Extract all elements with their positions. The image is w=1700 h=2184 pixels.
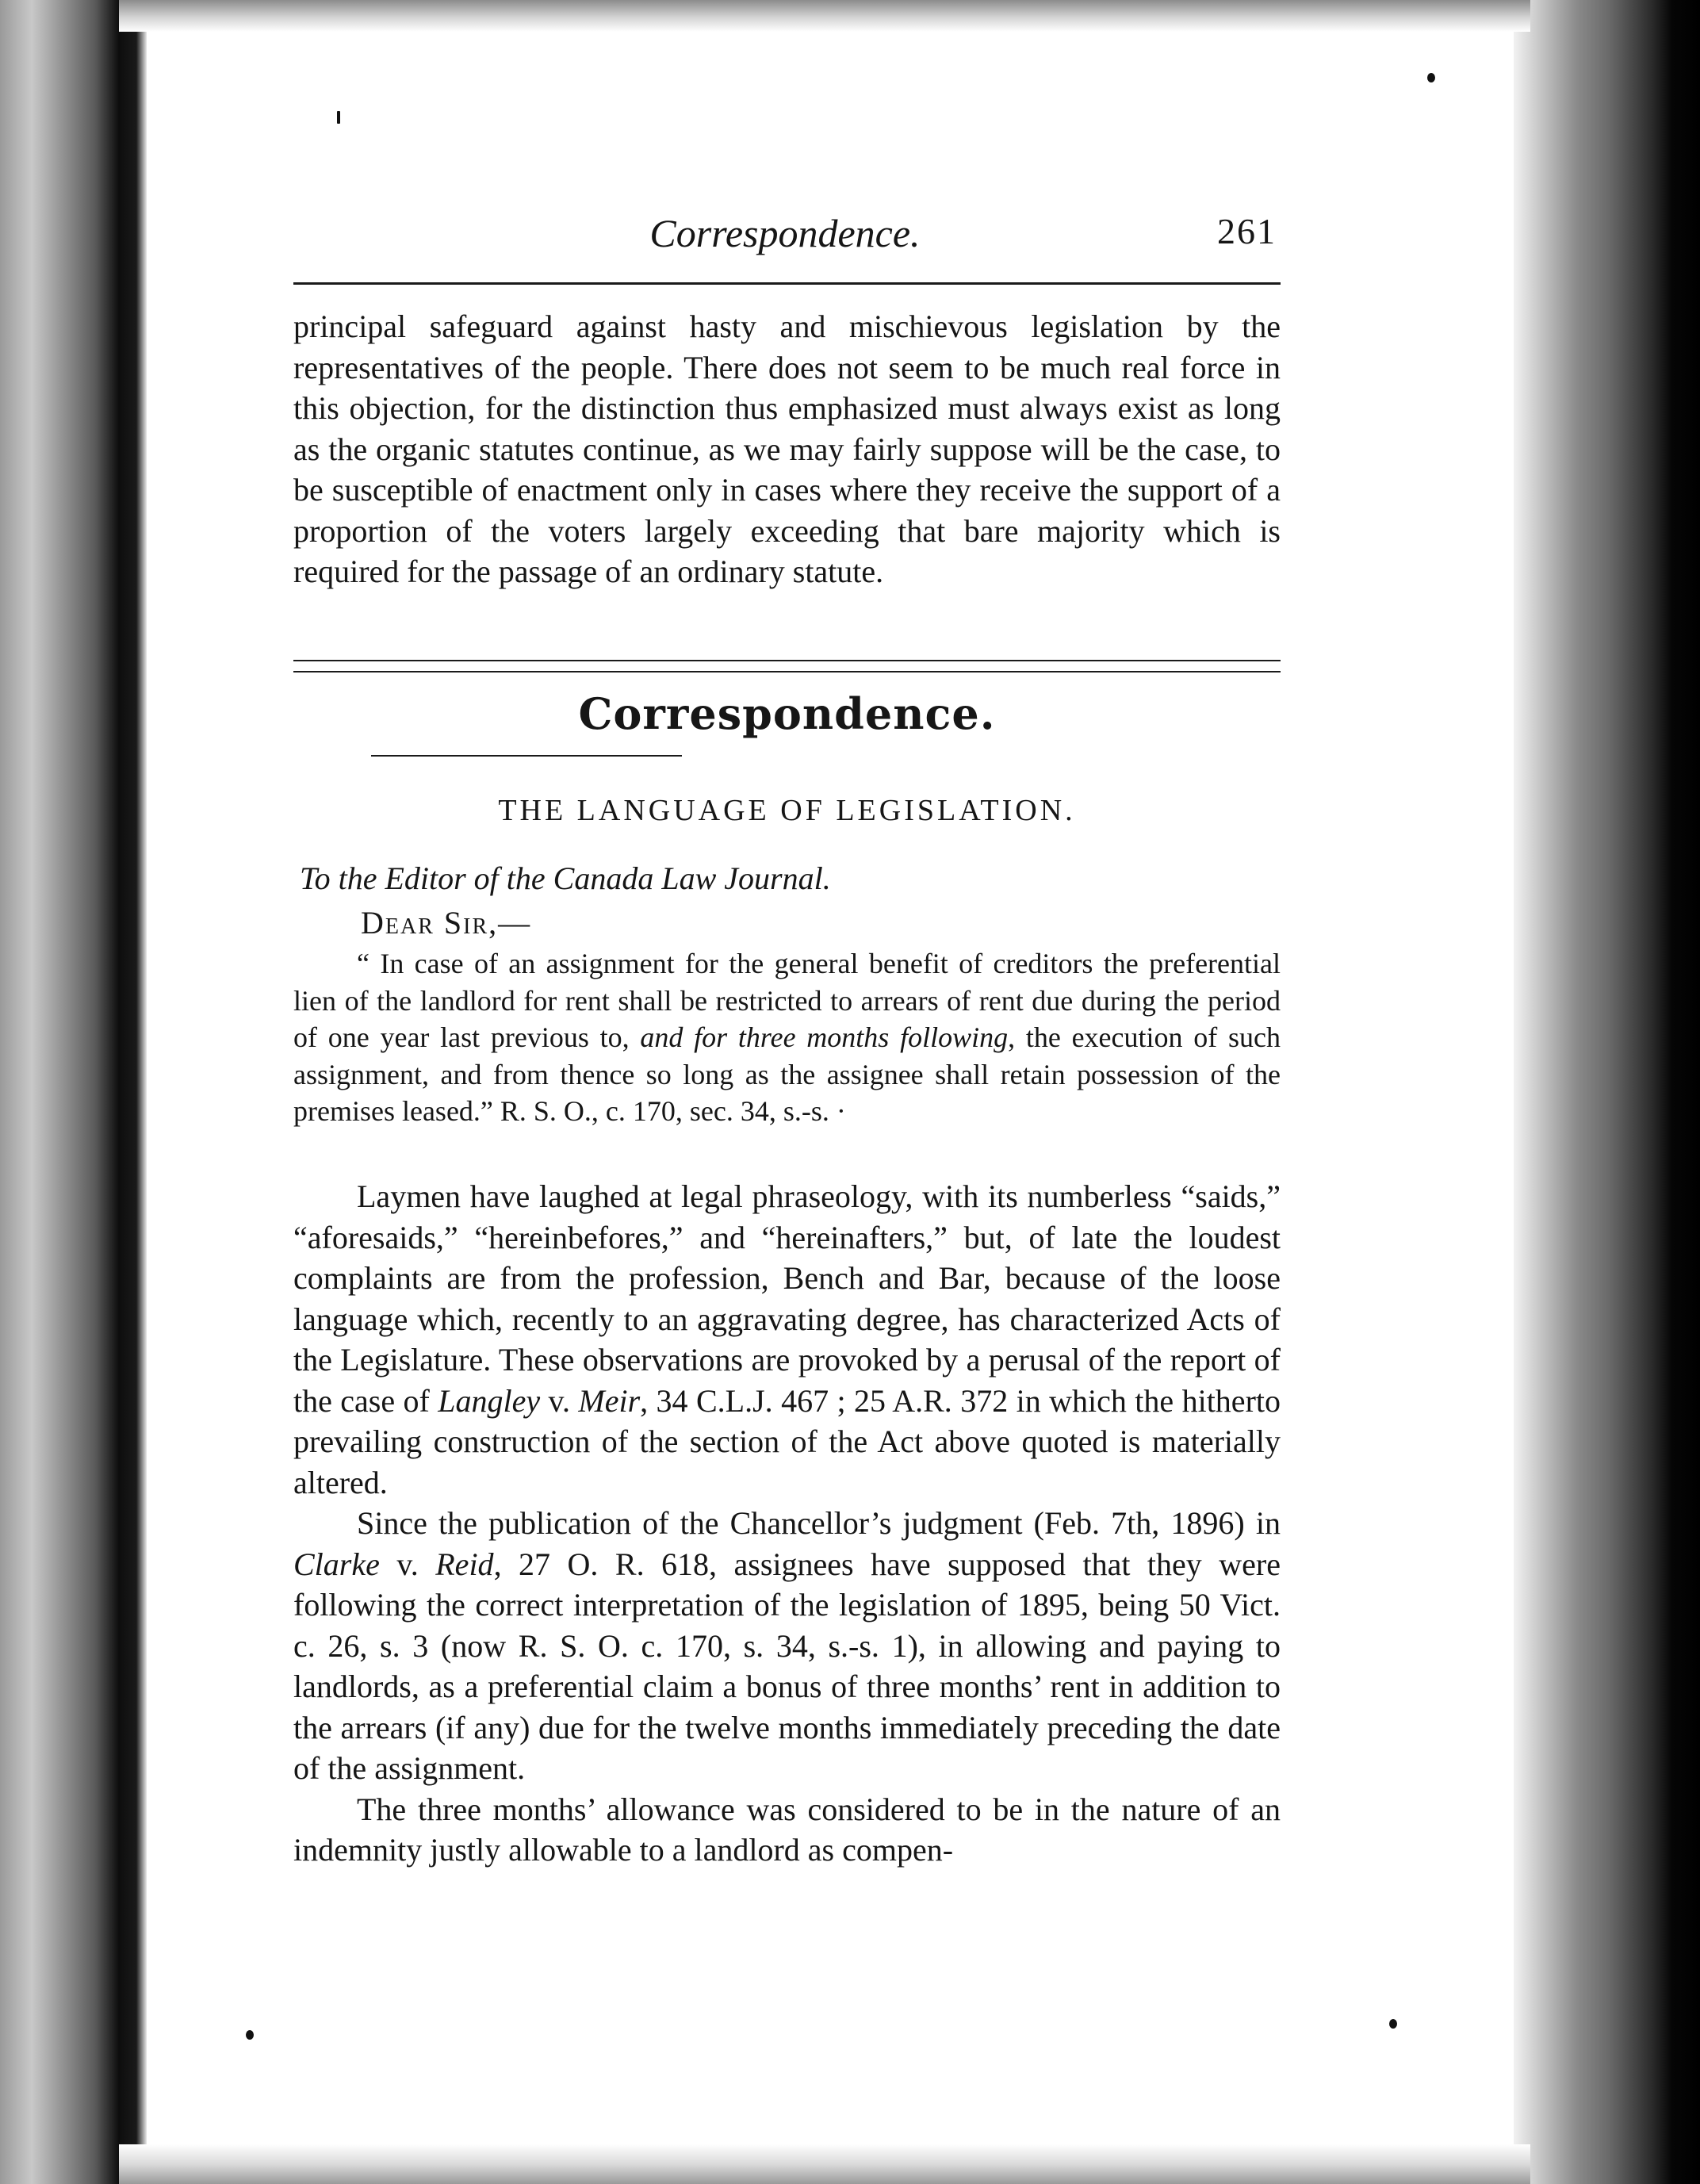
versus: v. [540,1382,579,1419]
opening-paragraph [293,306,1281,592]
letter-title: THE LANGUAGE OF LEGISLATION. [498,794,1076,827]
letter-salutation: Dear Sir,— [361,905,532,941]
quote-italic: and for three months following [640,1021,1009,1053]
running-head [293,210,1277,266]
opening-paragraph-text: principal safeguard against hasty and mischievous legislation by the representatives of the people. There does not seem to be much real force in this objection, for the distinction thus emphasized must always exist as long as the organic statutes continue, as we may fairly suppose will be the case, to be susceptible of enactment only in cases where they receive the support of a proportion of the voters largely exceeding that bare majority which is required for the passage of an ordinary statute. [293,308,1281,589]
paragraph-1-text: Laymen have laughed at legal phraseology, with its numberless “saids,” “aforesaids,” “hereinbefores,” and “hereinafters,” but, of late the loudest complaints are from the profession, Bench and Bar, because of the loose language which, recently to an aggravating degree, has characterized Acts of the Legislature. These observations are provoked by a perusal of the report of the case of [293,1178,1281,1419]
paragraph-2-text: , 27 O. R. 618, assignees have supposed that they were following the correct interpretation of the legislation of 1895, being 50 Vict. c. 26, s. 3 (now R. S. O. c. 170, s. 34, s.-s. 1), in allowing and paying to landlords, as a preferential claim a bonus of three months’ rent in addition to the arrears (if any) due for the twelve months immediately preceding the date of the assignment. [293,1546,1281,1786]
quote-part-1: “ In case of an assignment for the general benefit of creditors the preferential lien of the landlord for rent shall be restricted to arrears of rent due during the period of one year last previous to, [293,948,1281,1053]
paragraph-2 [293,1503,1281,1789]
section-heading: Correspondence. [578,688,996,739]
quote-part-2: , the execution of such assignment, and from thence so long as the assignee shall retain possession of the premises leased.” R. S. O., c. 170, sec. 34, s.-s. · [293,1021,1281,1127]
page-number: 261 [1217,211,1277,251]
statute-quote-text [293,945,1281,1130]
paragraph-3: The three months’ allowance was considered to be in the nature of an indemnity justly allowable to a landlord as compen- [293,1791,1281,1868]
running-head-title: Correspondence. [649,211,921,255]
case-name: Meir [578,1382,641,1419]
heading-underline [371,755,682,757]
letter-addressee: To the Editor of the Canada Law Journal. [300,860,831,896]
paragraph-1-text: , 34 C.L.J. 467 ; 25 A.R. 372 in which the hitherto prevailing construction of the section of the Act above quoted is materially altered. [293,1382,1281,1500]
case-name: Langley [438,1382,541,1419]
section-divider [293,671,1281,672]
letter-body [293,1176,1281,1871]
case-name: Reid [435,1546,494,1582]
versus: v. [379,1546,436,1582]
paragraph-2-text: Since the publication of the Chancellor’s judgment (Feb. 7th, 1896) in [357,1505,1281,1541]
paragraph-1 [293,1176,1281,1503]
section-divider [293,660,1281,661]
head-rule [293,282,1281,285]
statute-quote [293,945,1281,1130]
case-name: Clarke [293,1546,380,1582]
